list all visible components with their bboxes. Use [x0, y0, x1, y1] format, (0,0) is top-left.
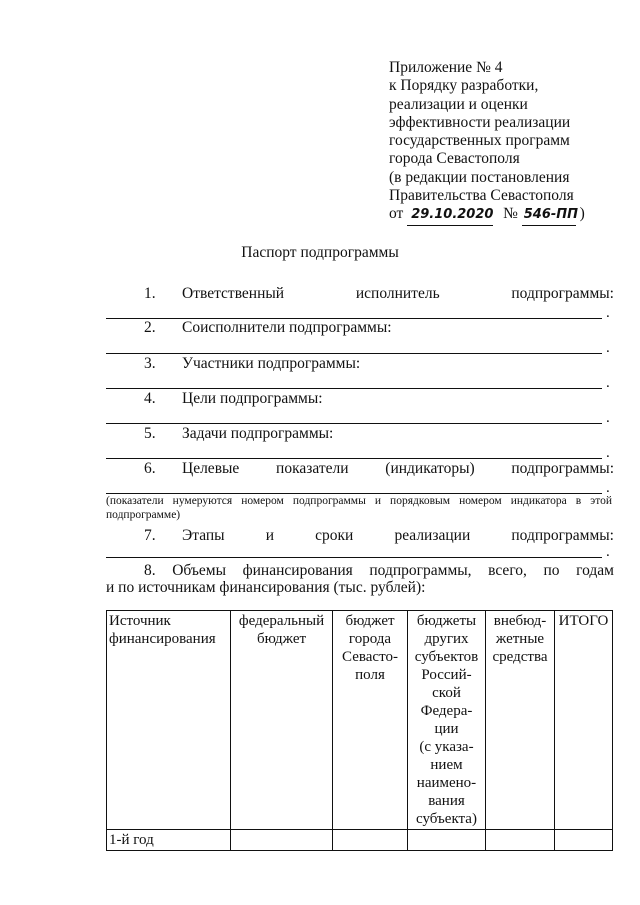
appendix-line: города Севастополя — [389, 150, 520, 168]
header-cell — [107, 611, 231, 830]
table-cell — [486, 830, 555, 851]
fill-line — [106, 388, 602, 389]
appendix-header — [389, 59, 585, 226]
word: подпрограммы: — [511, 460, 614, 477]
financing-table — [106, 610, 613, 851]
word: и — [265, 527, 275, 544]
word: всего, — [488, 562, 527, 579]
word: подпрограммы: — [511, 527, 614, 544]
word: Объемы — [172, 562, 227, 579]
end-dot: . — [606, 305, 610, 321]
item-number: 2. — [144, 319, 156, 336]
header-cell — [408, 611, 486, 830]
header-text: ИТОГО — [558, 613, 609, 629]
header-text: федеральный бюджет — [238, 613, 325, 647]
word: Ответственный — [182, 285, 285, 302]
item-2-text: Соисполнители подпрограммы: — [182, 319, 392, 336]
word: подпрограммы, — [369, 562, 472, 579]
header-cell — [555, 611, 613, 830]
item-8-continuation: и по источникам финансирования (тыс. рублей): — [106, 579, 426, 596]
end-dot: . — [606, 375, 610, 391]
table-cell — [231, 830, 333, 851]
close-paren: ) — [579, 205, 585, 223]
word: подпрограммы: — [511, 285, 614, 302]
item-number: 3. — [144, 355, 156, 372]
item-8-text — [144, 562, 614, 580]
item-number: 4. — [144, 390, 156, 407]
item-number: 5. — [144, 425, 156, 442]
appendix-line: реализации и оценки — [389, 95, 528, 113]
fill-line — [106, 458, 602, 459]
header-cell — [486, 611, 555, 830]
from-label: от — [389, 205, 404, 223]
appendix-line: Правительства Севастополя — [389, 187, 574, 205]
table-cell — [333, 830, 408, 851]
header-text: бюджет города Севасто- поля — [342, 613, 398, 683]
item-4-text: Цели подпрограммы: — [182, 390, 323, 407]
header-cell — [231, 611, 333, 830]
table-cell — [408, 830, 486, 851]
end-dot: . — [606, 445, 610, 461]
table-cell — [555, 830, 613, 851]
word: (индикаторы) — [385, 460, 475, 477]
end-dot: . — [606, 410, 610, 426]
word: исполнитель — [355, 285, 440, 302]
table-cell: 1-й год — [107, 830, 231, 851]
appendix-line: эффективности реализации — [389, 113, 571, 131]
word: финансирования — [242, 562, 353, 579]
appendix-line: государственных программ — [389, 132, 570, 150]
word: годам — [576, 562, 614, 579]
number-label: № — [503, 205, 518, 223]
word: Целевые — [182, 460, 240, 477]
indicator-note: (показатели нумеруются номером подпрограммы и порядковым номером индикатора в этой подпрограмме) — [106, 495, 612, 521]
item-number: 1. — [144, 285, 156, 302]
decree-number: 546-ПП — [522, 206, 576, 225]
word: Этапы — [182, 527, 225, 544]
end-dot: . — [606, 340, 610, 356]
decree-reference — [389, 205, 585, 225]
header-cell — [333, 611, 408, 830]
appendix-line: (в редакции постановления — [389, 168, 570, 186]
end-dot: . — [606, 480, 610, 496]
header-text: бюджеты других субъектов Россий- ской Федера- ции (с указа- нием наимено- вания субъекта) — [414, 613, 479, 827]
item-3-text: Участники подпрограммы: — [182, 355, 361, 372]
word: реализации — [394, 527, 471, 544]
item-number: 6. — [144, 460, 156, 477]
item-1-text — [182, 285, 614, 303]
item-5-text: Задачи подпрограммы: — [182, 425, 334, 442]
table-row — [107, 830, 613, 851]
item-7-text — [182, 527, 614, 545]
appendix-line: Приложение № 4 — [389, 59, 503, 76]
word: сроки — [315, 527, 354, 544]
fill-line — [106, 557, 602, 558]
appendix-line: к Порядку разработки, — [389, 77, 539, 95]
item-6-text — [182, 460, 614, 478]
fill-line — [106, 353, 602, 354]
header-text: внебюд- жетные средства — [492, 613, 548, 665]
table-header-row — [107, 611, 613, 830]
header-text: Источник финансирования — [109, 613, 216, 647]
fill-line — [106, 423, 602, 424]
word: показатели — [276, 460, 349, 477]
item-number: 8. — [144, 562, 156, 579]
end-dot: . — [606, 544, 610, 560]
item-number: 7. — [144, 527, 156, 544]
word: по — [543, 562, 560, 579]
decree-date: 29.10.2020 — [407, 206, 493, 225]
page-title: Паспорт подпрограммы — [241, 244, 399, 261]
